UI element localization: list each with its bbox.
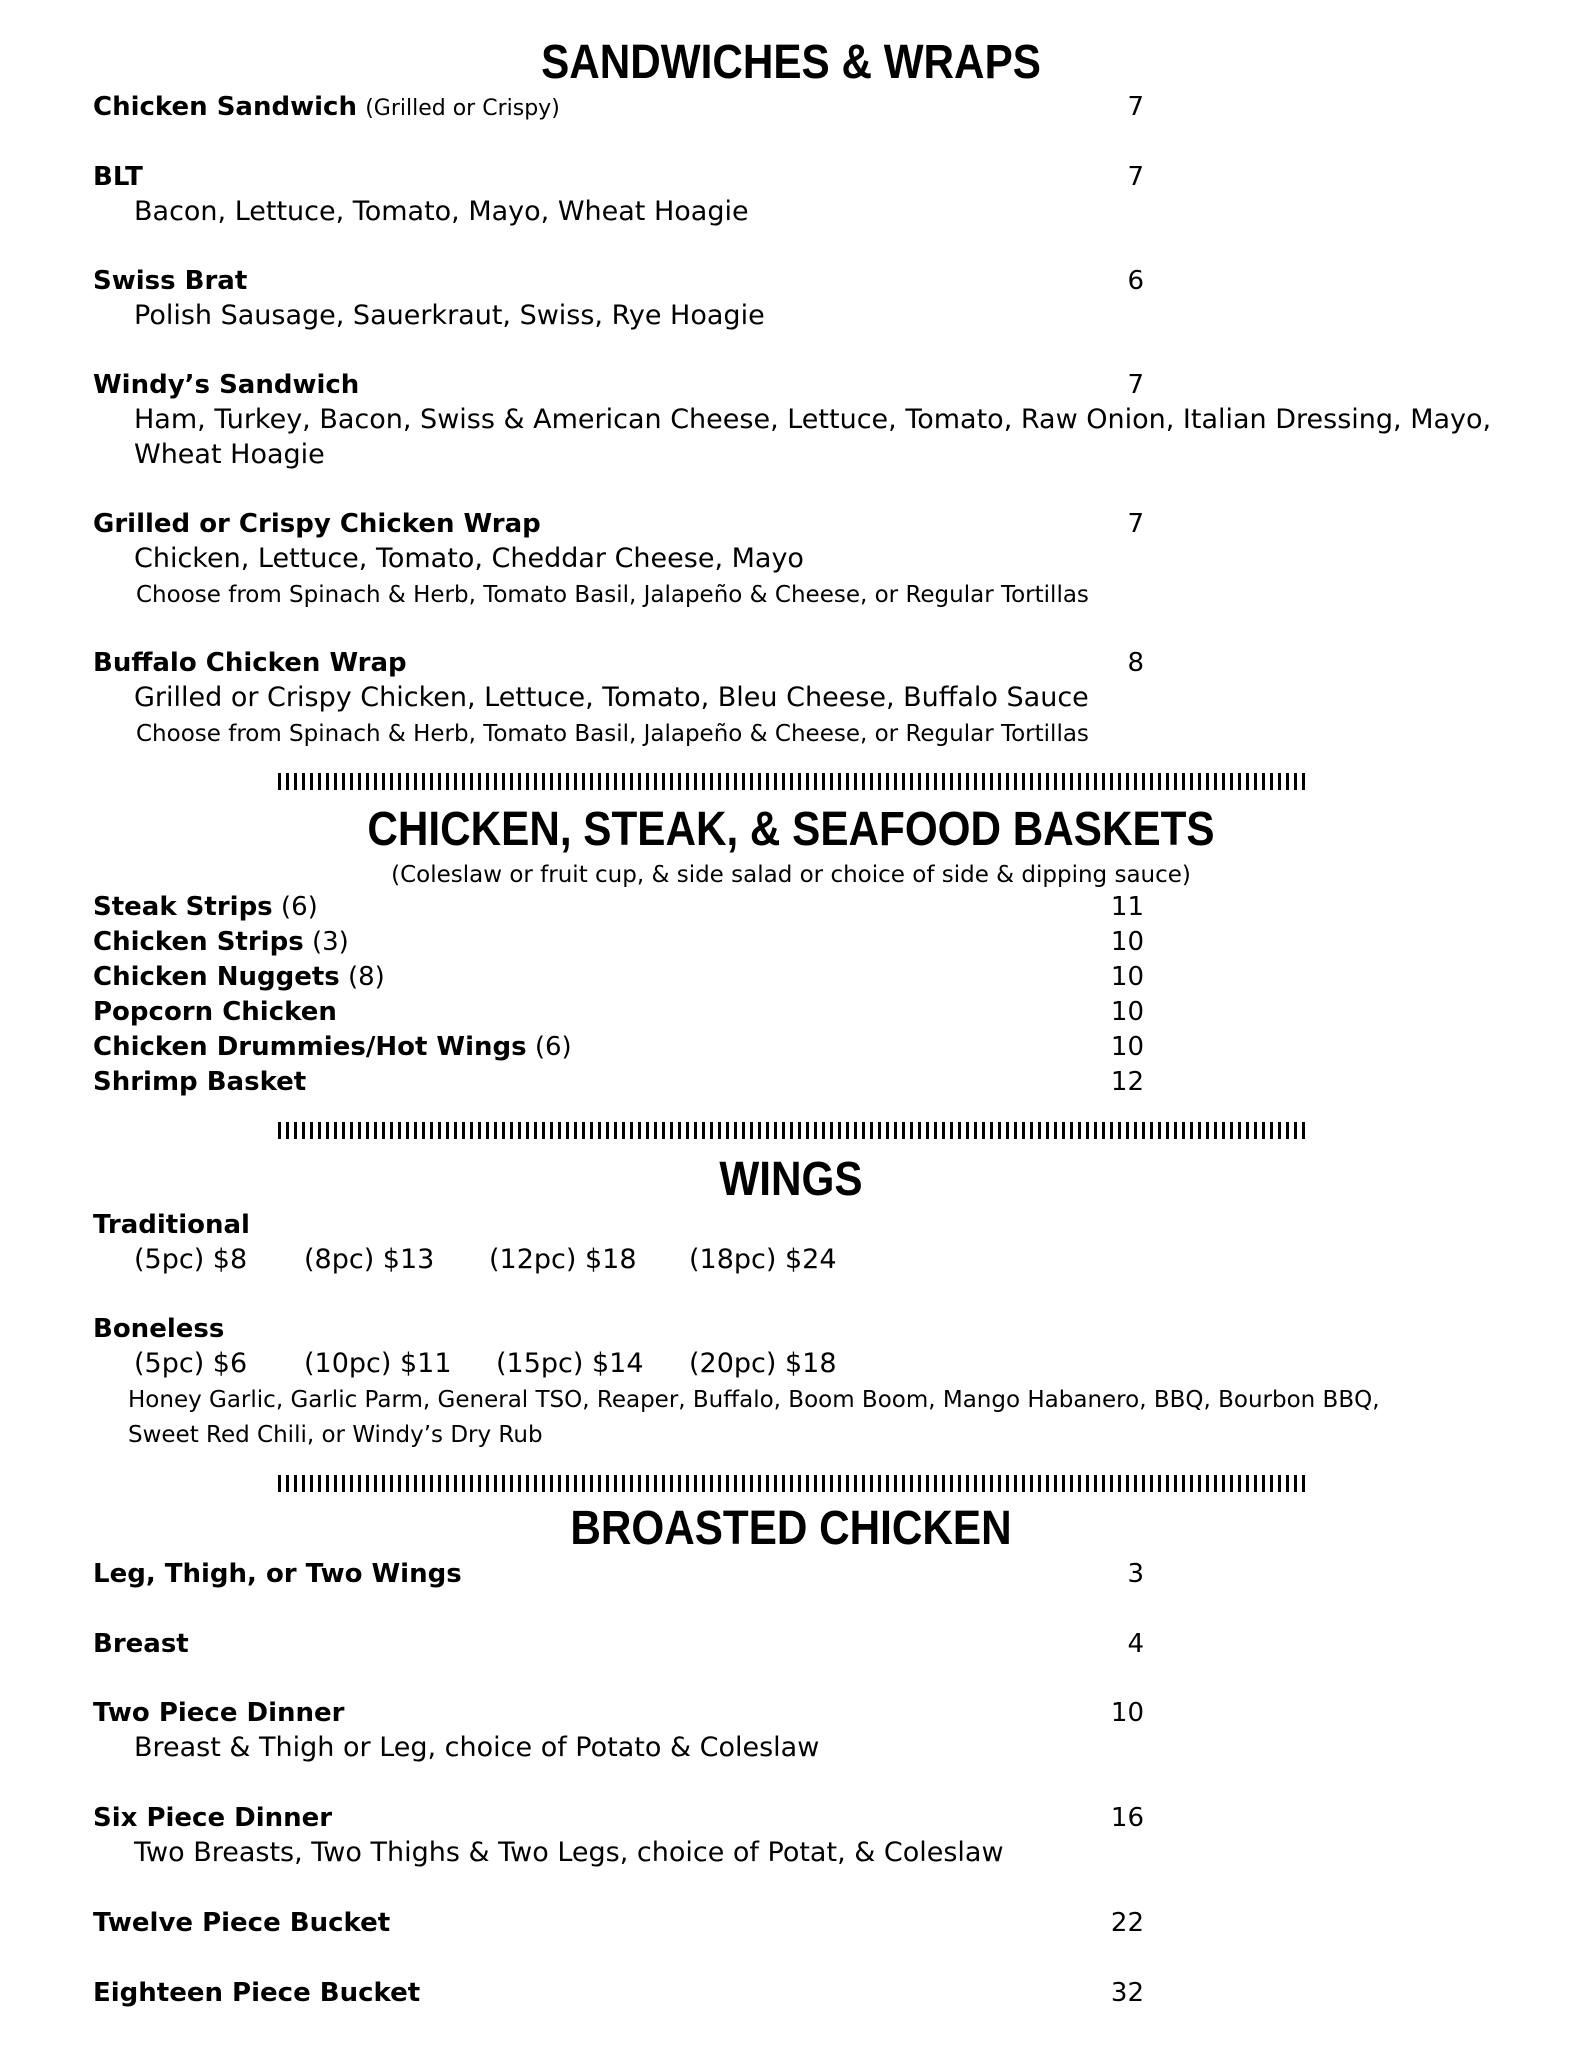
wing-option: (20pc) $18 [689, 1348, 837, 1379]
item-price: 16 [1110, 1803, 1144, 1833]
item-name: Grilled or Crispy Chicken Wrap [93, 509, 541, 539]
item-note: (6) [534, 1032, 572, 1062]
menu-item [93, 891, 318, 923]
item-name: Popcorn Chicken [93, 997, 337, 1027]
item-description: Bacon, Lettuce, Tomato, Mayo, Wheat Hoagie [134, 196, 749, 227]
item-name: Six Piece Dinner [93, 1803, 333, 1833]
item-price: 10 [1110, 962, 1144, 992]
item-name: Boneless [93, 1314, 225, 1344]
item-price: 10 [1110, 1698, 1144, 1728]
item-name: Swiss Brat [93, 266, 248, 296]
item-name: Traditional [93, 1210, 250, 1240]
item-name: Twelve Piece Bucket [93, 1908, 391, 1938]
section-divider [278, 1475, 1308, 1492]
item-name: Chicken Drummies/Hot Wings [93, 1032, 527, 1062]
item-name: Chicken Sandwich [93, 92, 357, 122]
wing-option: (18pc) $24 [689, 1244, 837, 1275]
menu-item [93, 1802, 332, 1834]
broasted-title: BROASTED CHICKEN [570, 1502, 1012, 1555]
item-note: (8) [348, 962, 385, 992]
item-price: 7 [1127, 509, 1144, 539]
menu-item [93, 996, 337, 1028]
menu-item [93, 1977, 420, 2009]
item-price: 7 [1127, 92, 1144, 122]
item-description-continued: Wheat Hoagie [134, 439, 325, 470]
section-divider [278, 773, 1308, 790]
item-price: 7 [1127, 162, 1144, 192]
wing-option: (5pc) $8 [134, 1244, 248, 1275]
item-name: Steak Strips [93, 892, 273, 922]
item-price: 8 [1127, 648, 1144, 678]
item-price: 6 [1127, 266, 1144, 296]
sandwiches-title: SANDWICHES & WRAPS [541, 36, 1041, 89]
baskets-title: CHICKEN, STEAK, & SEAFOOD BASKETS [367, 803, 1215, 856]
item-name: Buffalo Chicken Wrap [93, 648, 407, 678]
item-price: 12 [1110, 1067, 1144, 1097]
menu-item [93, 961, 385, 993]
menu-item [93, 91, 560, 125]
baskets-subtitle: (Coleslaw or fruit cup, & side salad or choice of side & dipping sauce) [391, 862, 1191, 888]
item-name: Leg, Thigh, or Two Wings [93, 1559, 462, 1589]
item-price: 10 [1110, 1032, 1144, 1062]
menu-item [93, 1628, 189, 1660]
menu-item [93, 1209, 250, 1241]
item-name: Eighteen Piece Bucket [93, 1978, 421, 2008]
item-price: 11 [1110, 892, 1144, 922]
menu-item [93, 1313, 224, 1345]
section-divider [278, 1122, 1308, 1139]
menu-item [93, 1697, 344, 1729]
item-description: Grilled or Crispy Chicken, Lettuce, Tomato, Bleu Cheese, Buffalo Sauce [134, 682, 1089, 713]
wing-option: (12pc) $18 [489, 1244, 637, 1275]
tortilla-choice-note: Choose from Spinach & Herb, Tomato Basil, Jalapeño & Cheese, or Regular Tortillas [136, 721, 1089, 747]
menu-item [93, 1066, 306, 1098]
item-name: Windy’s Sandwich [93, 370, 360, 400]
item-price: 10 [1110, 997, 1144, 1027]
item-name: Chicken Nuggets [93, 962, 340, 992]
item-price: 32 [1110, 1978, 1144, 2008]
menu-item [93, 1031, 572, 1063]
wing-option: (10pc) $11 [304, 1348, 452, 1379]
item-description: Breast & Thigh or Leg, choice of Potato & Coleslaw [134, 1732, 820, 1763]
item-price: 10 [1110, 927, 1144, 957]
menu-item [93, 1907, 390, 1939]
item-name: Chicken Strips [93, 927, 304, 957]
menu-item [93, 1558, 462, 1590]
item-note: (6) [280, 892, 318, 922]
item-note: (3) [311, 927, 349, 957]
wings-title: WINGS [719, 1153, 863, 1206]
wing-option: (5pc) $6 [134, 1348, 248, 1379]
item-name: Shrimp Basket [93, 1067, 307, 1097]
item-description: Chicken, Lettuce, Tomato, Cheddar Cheese, Mayo [134, 543, 804, 574]
item-price: 3 [1127, 1559, 1144, 1589]
item-description: Polish Sausage, Sauerkraut, Swiss, Rye Hoagie [134, 300, 765, 331]
wing-option: (15pc) $14 [496, 1348, 644, 1379]
menu-item [93, 265, 247, 297]
wing-option: (8pc) $13 [304, 1244, 435, 1275]
sauce-options-continued: Sweet Red Chili, or Windy’s Dry Rub [128, 1422, 543, 1448]
tortilla-choice-note: Choose from Spinach & Herb, Tomato Basil, Jalapeño & Cheese, or Regular Tortillas [136, 582, 1089, 608]
item-note: (Grilled or Crispy) [365, 96, 560, 121]
menu-item [93, 161, 143, 193]
menu-item [93, 647, 407, 679]
sauce-options: Honey Garlic, Garlic Parm, General TSO, Reaper, Buffalo, Boom Boom, Mango Habanero, BBQ, Bourbon BBQ, [128, 1387, 1380, 1413]
item-description: Ham, Turkey, Bacon, Swiss & American Cheese, Lettuce, Tomato, Raw Onion, Italian Dressing, Mayo, [134, 404, 1492, 435]
menu-item [93, 926, 349, 958]
item-name: Two Piece Dinner [93, 1698, 345, 1728]
item-description: Two Breasts, Two Thighs & Two Legs, choice of Potat, & Coleslaw [134, 1837, 1004, 1868]
menu-item [93, 369, 359, 401]
menu-item [93, 508, 541, 540]
item-price: 7 [1127, 370, 1144, 400]
item-name: Breast [93, 1629, 189, 1659]
item-price: 4 [1127, 1629, 1144, 1659]
item-price: 22 [1110, 1908, 1144, 1938]
item-name: BLT [93, 162, 143, 192]
